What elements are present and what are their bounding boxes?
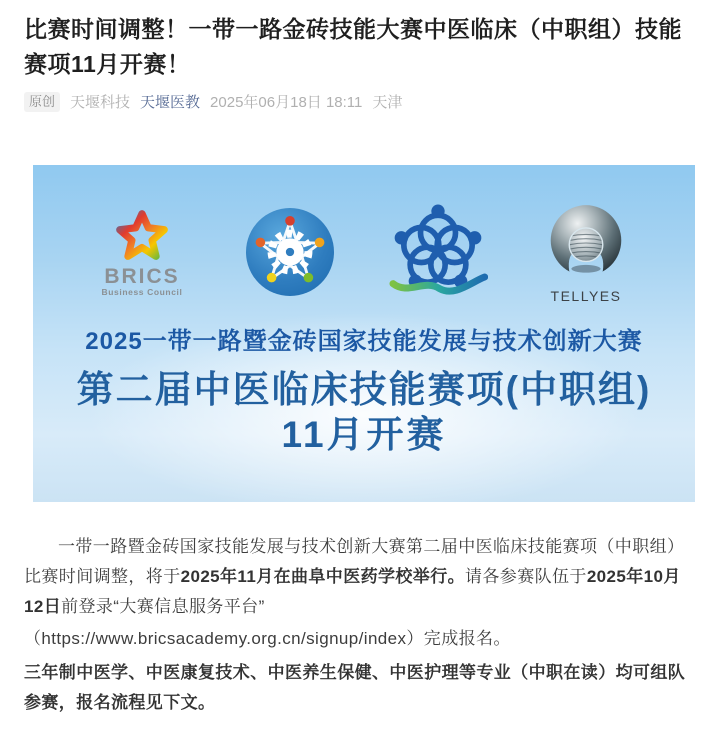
intro-bold-deadline: 2025年10月12日 bbox=[24, 567, 681, 616]
publish-location: 天津 bbox=[372, 94, 403, 111]
article-meta bbox=[24, 91, 687, 112]
brics-logo-title: BRICS bbox=[104, 265, 180, 288]
paragraph-signup-url: （https://www.bricsacademy.org.cn/signup/index）完成报名。 bbox=[24, 629, 511, 648]
gear-star-icon bbox=[242, 204, 338, 300]
intro-bold-venue: 2025年11月在曲阜中医药学校举行。 bbox=[180, 567, 465, 586]
intro-run-1: 一带一路暨金砖国家技能发展与技术创新大赛第二届中医临床技能赛项（中职组）比赛时间调整，将于 bbox=[24, 537, 685, 586]
paragraph-eligibility: 三年制中医学、中医康复技术、中医养生保健、中医护理等专业（中职在读）均可组队参赛，报名流程见下文。 bbox=[24, 663, 686, 712]
banner-contest-name: 第二届中医临床技能赛项(中职组) bbox=[76, 369, 652, 410]
brics-business-council-logo bbox=[71, 207, 213, 297]
banner-start-month: 11月开赛 bbox=[281, 414, 447, 455]
intro-run-2: 请各参赛队伍于 bbox=[465, 567, 587, 586]
author-name[interactable]: 天堰科技 bbox=[70, 94, 131, 111]
publish-datetime: 2025年06月18日 18:11 bbox=[210, 94, 363, 111]
tellyes-sphere-icon bbox=[543, 200, 629, 286]
intro-run-3: 前登录“大赛信息服务平台” bbox=[61, 597, 265, 616]
account-link[interactable]: 天堰医教 bbox=[140, 94, 201, 111]
original-badge: 原创 bbox=[24, 92, 60, 112]
logo-row bbox=[33, 165, 695, 305]
paragraph-intro bbox=[24, 532, 687, 622]
knot-emblem-logo bbox=[367, 202, 509, 302]
article-title: 比赛时间调整！一带一路金砖技能大赛中医临床（中职组）技能赛项11月开赛！ bbox=[24, 16, 682, 77]
article-body bbox=[24, 532, 687, 718]
brics-logo-subtitle: Business Council bbox=[101, 287, 183, 297]
brics-star-icon bbox=[113, 207, 171, 265]
event-banner-image[interactable] bbox=[33, 165, 695, 502]
tellyes-logo bbox=[515, 200, 657, 304]
banner-event-name: 2025一带一路暨金砖国家技能发展与技术创新大赛 bbox=[85, 328, 643, 355]
knot-rings-icon bbox=[388, 202, 488, 302]
gear-star-emblem-logo bbox=[219, 204, 361, 300]
tellyes-logo-label: TELLYES bbox=[550, 288, 622, 304]
